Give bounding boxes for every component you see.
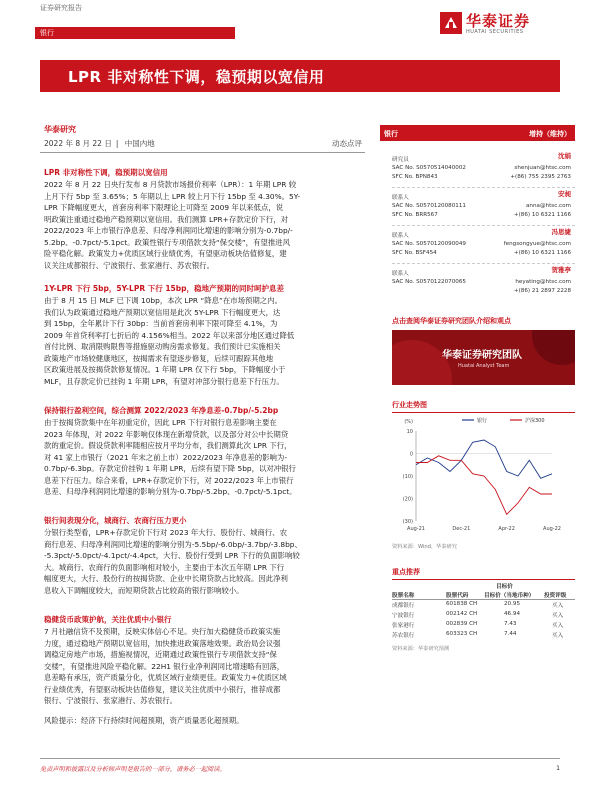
table-header: 股票名称 股票代码 目标价 目标价（当地币种） 投资评级 — [392, 580, 575, 600]
footer-disclaimer: 免责声明和披露以及分析师声明是报告的一部分，请务必一起阅读。 — [40, 766, 226, 773]
text-line: 2022 年 8 月 22 日央行发布 8 月贷款市场报价利率（LPR）：1 年期 LPR 较 — [44, 180, 297, 189]
text-line: 息差下行压力。综合来看，LPR+存款定价下行，对 2022/2023 年上市银行 — [44, 475, 294, 485]
analyst-card: 联系人 安昶 SAC No. S0570120080111 SFC No. BRR567 anna@htsc.com +(86) 10 6321 1166 — [392, 190, 571, 218]
section-heading: 银行间表现分化，城商行、农商行压力更小 — [44, 516, 187, 525]
report-title: LPR 非对称性下调，稳预期以宽信用 — [68, 68, 325, 86]
series-line-1 — [416, 440, 552, 478]
rating-bar — [380, 125, 575, 141]
rating-value: 增持（维持） — [529, 130, 571, 138]
x-tick-label: Aug-22 — [543, 526, 561, 532]
section-body — [44, 626, 366, 707]
text-line: 政策地产市场较健康地区，按揭需求有望逐步修复，后续可跟踪其他地 — [44, 353, 274, 363]
section-heading: 稳健货币政策护航，关注优质中小银行 — [44, 615, 172, 624]
text-line: 区政策进展及按揭贷款修复情况。1 年期 LPR 仅下行 5bp，下降幅度小于 — [44, 365, 286, 375]
sector-tag — [0, 27, 240, 39]
divider — [40, 152, 365, 153]
text-line: 2009 年首贷利率打七折后的 4.156%相当。2022 年以来部分地区通过降低 — [44, 330, 295, 340]
section-body — [44, 295, 366, 387]
page-number: 1 — [556, 764, 561, 772]
section-nim — [44, 405, 366, 498]
report-region: 中国内地 — [124, 139, 155, 148]
text-line: 7 月社融信贷不及预期，反映实体信心不足。央行加大稳健货币政策实施 — [44, 627, 281, 636]
promo-link[interactable]: 点击查阅华泰证券研究团队介绍和观点 — [392, 317, 511, 325]
promo-subtitle: Huatai Analyst Team — [458, 363, 510, 369]
text-line: 幅度更大，大行、股份行的按揭贷款、企业中长期贷款占比较高。因此净利 — [44, 574, 288, 584]
section-summary — [44, 167, 366, 271]
text-line: 由于 8 月 15 日 MLF 已下调 10bp，本次 LPR “降息”在市场预期之内。 — [44, 296, 282, 305]
analyst-card: 联系人 贺雅亭 SAC No. S0570122070065 heyating@htsc.com +(86) 21 2897 2228 — [392, 266, 571, 294]
promo-banner[interactable] — [392, 330, 575, 385]
section-policy — [44, 614, 366, 707]
analyst-name: 冯思婕 — [551, 228, 571, 236]
text-line: 我们认为政策通过稳地产预期以宽信用是此次 5Y-LPR 下行幅度更大，达 — [44, 307, 281, 317]
text-line: 由于按揭贷款集中在年初重定价，因此 LPR 下行对银行息差影响主要在 — [44, 418, 277, 427]
text-line: 交楼”，有望推进风险平稳化解。22H1 银行业净利润同比增速略有回落， — [44, 661, 285, 671]
legend-label: 沪深300 — [525, 418, 545, 424]
x-tick-label: Apr-22 — [498, 526, 515, 532]
y-tick-label: (%) — [404, 419, 413, 425]
y-tick-label: 10 — [406, 429, 413, 435]
huatai-logo — [440, 10, 580, 40]
recommend-label: 重点推荐 — [392, 568, 420, 576]
y-tick-label: 0 — [409, 451, 413, 458]
industry-trend-chart — [392, 413, 575, 538]
text-line: 款的重定价。假设贷款利率随相应按月平均分布，我们测算此次 LPR 下行， — [44, 441, 292, 451]
analyst-email[interactable]: fengsongyue@htsc.com — [503, 241, 571, 247]
section-lpr — [44, 283, 366, 387]
text-line: 息收入下调幅度较大，而短期贷款占比较高的银行影响较小。 — [44, 585, 244, 595]
text-line: -5.3pct/-5.0pct/-4.1pct/-4.4pct，大行、股份行受到 LPR 下行的负面影响较 — [44, 551, 300, 561]
logo-mark-icon — [440, 12, 462, 34]
promo-title: 华泰证券研究团队 — [442, 350, 522, 361]
analyst-name: 贺雅亭 — [551, 266, 571, 274]
section-divergence — [44, 515, 366, 596]
y-tick-label: (30) — [402, 519, 413, 525]
section-heading: 保持银行盈利空间，综合测算 2022/2023 年净息差-0.7bp/-5.2bp — [44, 406, 279, 415]
text-line: 到 15bp，全年累计下行 30bp：当前首套房利率下限可降至 4.1%，为 — [44, 319, 278, 329]
legend-label: 银行 — [477, 418, 488, 424]
analyst-email[interactable]: heyating@htsc.com — [515, 279, 571, 285]
analyst-name: 安昶 — [558, 190, 571, 198]
trend-label: 行业走势图 — [392, 401, 427, 409]
text-line: 力度，通过稳地产预期以宽信用，加快推进政策落地效果。政治局会议强 — [44, 638, 281, 648]
text-line: 分银行类型看，LPR+存款定价下行对 2023 年大行、股份行、城商行、农 — [44, 528, 287, 537]
risk-note: 风险提示：经济下行持续时间超预期，资产质量恶化超预期。 — [44, 716, 244, 725]
text-line: 上月下行 5bp 至 3.65%；5 年期以上 LPR 较上月下行 15bp 至 4.30%。5Y- — [44, 191, 301, 201]
chart-source: 资料来源：Wind，华泰研究 — [392, 544, 457, 550]
section-heading: LPR 非对称性下调，稳预期以宽信用 — [44, 168, 168, 177]
text-line: 明政策注重通过稳地产稳预期以宽信用。我们测算 LPR+存款定价下行，对 — [44, 214, 288, 224]
rating-sector: 银行 — [384, 130, 398, 138]
text-line: 商行息差、归母净利润同比增速的影响分别为-5.5bp/-6.0bp/-3.7bp/-3.8bp、 — [44, 539, 302, 549]
y-tick-label: (20) — [402, 496, 413, 503]
text-line: 对 41 家上市银行（2021 年末之前上市）2022/2023 年净息差的影响为- — [44, 452, 287, 462]
text-line: MLF，且存款定价已挂钩 1 年期 LPR，有望对冲部分银行息差下行压力。 — [44, 376, 284, 386]
analyst-card: 联系人 冯思婕 SAC No. S0570120090049 SFC No. BSF454 fengsongyue@htsc.com +(86) 10 6321 1166 — [392, 228, 571, 256]
meta-line: 2022 年 8 月 22 日 | 中国内地 — [44, 139, 155, 148]
text-line: 议关注成都银行、宁波银行、张家港行、苏农银行。 — [44, 260, 214, 270]
logo-en: HUATAI SECURITIES — [466, 29, 524, 35]
text-line: 首付比例、取消限购限售等措施驱动购房需求修复。我们预计已实施相关 — [44, 342, 281, 352]
text-line: 银行、宁波银行、张家港行、苏农银行。 — [44, 696, 178, 706]
text-line: 大。城商行、农商行的负面影响相对较小，主要由于本次五年期 LPR 下行 — [44, 562, 285, 572]
sector-tag-label: 银行 — [40, 29, 54, 37]
text-line: 2023 年体现，对 2022 年影响仅体现在新增贷款，以及部分对公中长期贷 — [44, 429, 289, 439]
analyst-name: 沈娟 — [558, 152, 571, 160]
divider — [40, 758, 560, 759]
text-line: 调稳定房地产市场，措施视情况，近期通过政策性银行专项借款支持“保 — [44, 650, 277, 660]
text-line: 0.7bp/-6.3bp。存款定价挂钩 1 年期 LPR，后续有望下降 5bp，以对冲银行 — [44, 464, 296, 474]
section-heading: 1Y-LPR 下行 5bp，5Y-LPR 下行 15bp，稳地产预期的同时呵护息差 — [44, 284, 284, 293]
text-line: 息差略有承压，资产质量分化，优质区域行业绩更佳。政策发力+优质区域 — [44, 673, 287, 683]
doc-type: 动态点评 — [332, 139, 362, 148]
report-date: 2022 年 8 月 22 日 — [44, 139, 112, 148]
y-tick-label: (10) — [402, 474, 413, 480]
x-tick-label: Dec-21 — [452, 526, 471, 532]
research-house: 华泰研究 — [44, 125, 76, 134]
title-banner — [40, 60, 560, 92]
table-row[interactable]: 成都银行 601838 CH 20.95 买入 — [392, 601, 564, 609]
text-line: 5.2bp、-0.7pct/-5.1pct。政策性银行专项借款支持“保交楼”，有望推进风 — [44, 237, 291, 247]
logo-cn: 华泰证券 — [466, 12, 531, 30]
text-line: 险平稳化解。政策发力+优质区域行业绩优秀，有望驱动板块估值修复，建 — [44, 249, 287, 259]
report-type-label: 证券研究报告 — [40, 4, 82, 12]
recommend-table — [392, 580, 575, 640]
analyst-email[interactable]: anna@htsc.com — [526, 203, 571, 209]
text-line: 息差、归母净利润同比增速的影响分别为-0.7bp/-5.2bp、-0.7pct/-5.1pct。 — [44, 487, 297, 497]
analyst-card: 研究员 沈娟 SAC No. S0570514040002 SFC No. BPN843 shenjuan@htsc.com +(86) 755 2395 2763 — [392, 152, 571, 180]
table-source: 资料来源：华泰研究预测 — [392, 646, 450, 652]
text-line: LPR 下降幅度更大，首套房利率下限理论上可降至 2009 年以来低点，说 — [44, 203, 284, 213]
text-line: 行业绩优秀，有望驱动板块估值修复，建议关注优质中小银行，推荐成都 — [44, 684, 281, 694]
section-body — [44, 179, 366, 271]
analyst-email[interactable]: shenjuan@htsc.com — [514, 165, 571, 171]
section-body — [44, 417, 366, 498]
table-row[interactable]: 张家港行 002839 CH 7.43 买入 — [392, 621, 564, 629]
x-tick-label: Aug-21 — [407, 526, 425, 532]
section-body — [44, 527, 366, 596]
table-row[interactable]: 宁波银行 002142 CH 46.94 买入 — [392, 611, 564, 619]
text-line: 2022/2023 年上市银行净息差、归母净利润同比增速的影响分别为-0.7bp/- — [44, 226, 293, 236]
table-row[interactable]: 苏农银行 603323 CH 7.44 买入 — [392, 631, 564, 639]
